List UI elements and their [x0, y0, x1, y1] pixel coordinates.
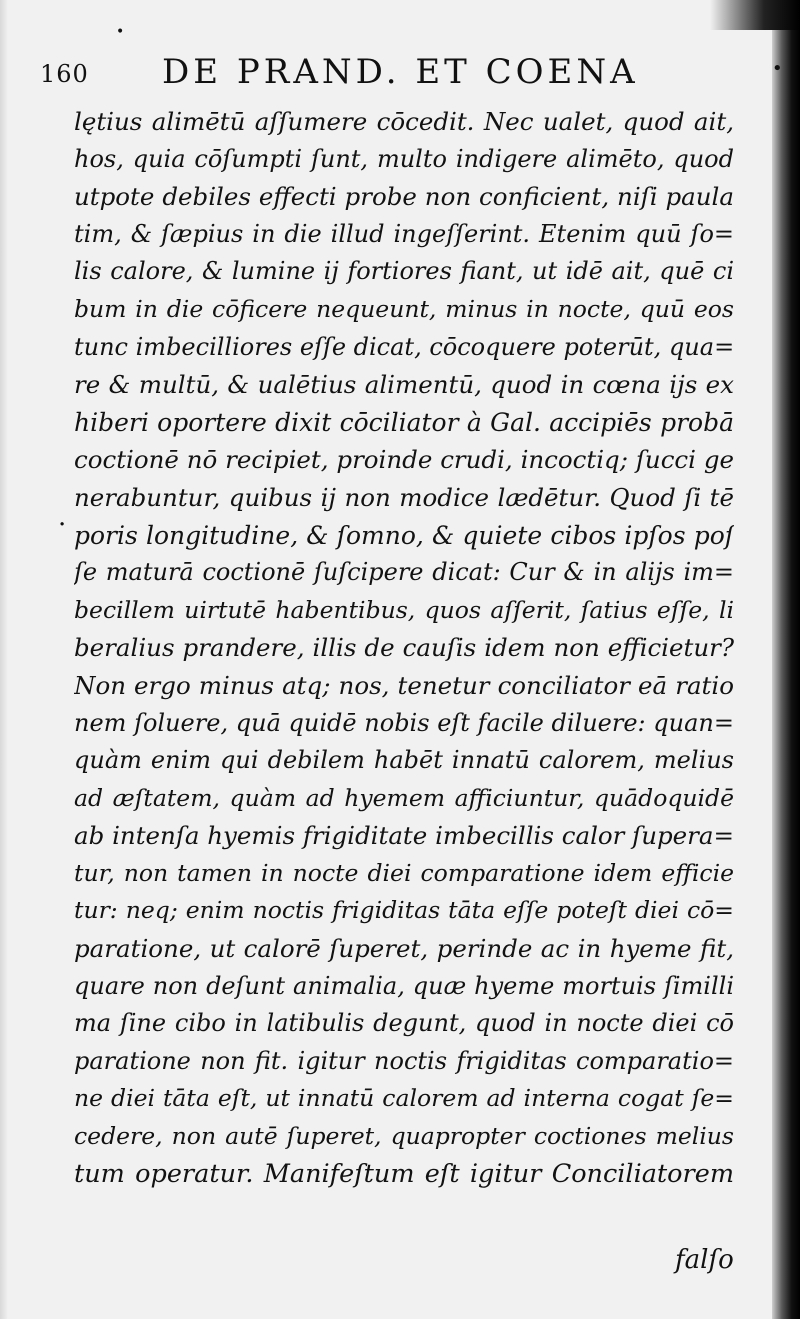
text-line: re & multū, & ualētius alimentū, quod in cœna ijs ex [74, 370, 734, 400]
text-line: coctionē nō recipiet, proinde crudi, incoctiq; ſucci ge [74, 445, 734, 475]
ink-speck-top: • [116, 24, 125, 40]
text-line: quàm enim qui debilem habēt innatū calorem, melius [74, 746, 734, 775]
text-line: nerabuntur, quibus ij non modice lædētur. Quod ſi tē [74, 482, 734, 512]
text-line: paratione, ut calorē ſuperet, perinde ac in hyeme fit, [74, 934, 734, 964]
text-line: lętius alimētū aſſumere cōcedit. Nec ualet, quod ait, [74, 107, 734, 136]
page-edge-shadow [0, 0, 8, 1319]
text-line: beralius prandere, illis de cauſis idem non efficietur? [74, 633, 734, 663]
text-line: tunc imbecilliores eſſe dicat, cōcoquere poterūt, qua= [74, 332, 734, 361]
text-line: ne diei tāta eſt, ut innatū calorem ad interna cogat ſe= [74, 1084, 734, 1113]
text-line: Non ergo minus atq; nos, tenetur conciliator eā ratio [74, 670, 734, 700]
text-line: utpote debiles effecti probe non conficient, niſi paula [74, 182, 734, 212]
body-text [74, 103, 734, 1193]
text-line: becillem uirtutē habentibus, quos aſſerit, ſatius eſſe, li [74, 595, 734, 624]
text-line: hiberi oportere dixit cōciliator à Gal. accipiēs probā [74, 407, 734, 437]
text-line: nem ſoluere, quā quidē nobis eſt facile diluere: quan= [74, 708, 734, 737]
margin-dot: · [58, 510, 67, 540]
text-line: ſe maturā coctionē ſuſcipere dicat: Cur & in alijs im= [74, 558, 734, 587]
corner-shadow [710, 0, 800, 30]
text-line: paratione non fit. igitur noctis frigiditas comparatio= [74, 1046, 734, 1075]
text-line: poris longitudine, & ſomno, & quiete cibos ipſos poſ [74, 520, 734, 550]
text-line: ab intenſa hyemis frigiditate imbecillis calor ſupera= [74, 821, 734, 851]
text-line: bum in die cōficere nequeunt, minus in nocte, quū eos [74, 294, 734, 323]
text-line: lis calore, & lumine ij fortiores fiant, ut idē ait, quē ci [74, 257, 734, 286]
page-header [40, 52, 740, 98]
text-line: quare non deſunt animalia, quæ hyeme mortuis ſimilli [74, 971, 734, 1000]
text-line: tum operatur. Manifeſtum eſt igitur Conciliatorem [74, 1158, 734, 1189]
text-line: hos, quia cōſumpti ſunt, multo indigere alimēto, quod [74, 144, 734, 173]
text-line: ad æſtatem, quàm ad hyemem afficiuntur, quādoquidē [74, 783, 734, 812]
text-line: tur, non tamen in nocte diei comparatione idem efficie [74, 858, 734, 887]
text-line: ma ſine cibo in latibulis degunt, quod in nocte diei cō [74, 1009, 734, 1038]
running-head: DE PRAND. ET COENA [162, 52, 639, 92]
page-number: 160 [40, 60, 89, 88]
text-line: tur: neq; enim noctis frigiditas tāta eſſe poteſt diei cō= [74, 896, 734, 925]
text-line: cedere, non autē ſuperet, quapropter coctiones melius [74, 1122, 734, 1151]
binding-edge [772, 0, 800, 1319]
text-line: tim, & ſæpius in die illud ingeſſerint. Etenim quū ſo= [74, 219, 734, 248]
catchword: falſo [675, 1245, 734, 1275]
ink-speck-right: • [772, 58, 783, 79]
